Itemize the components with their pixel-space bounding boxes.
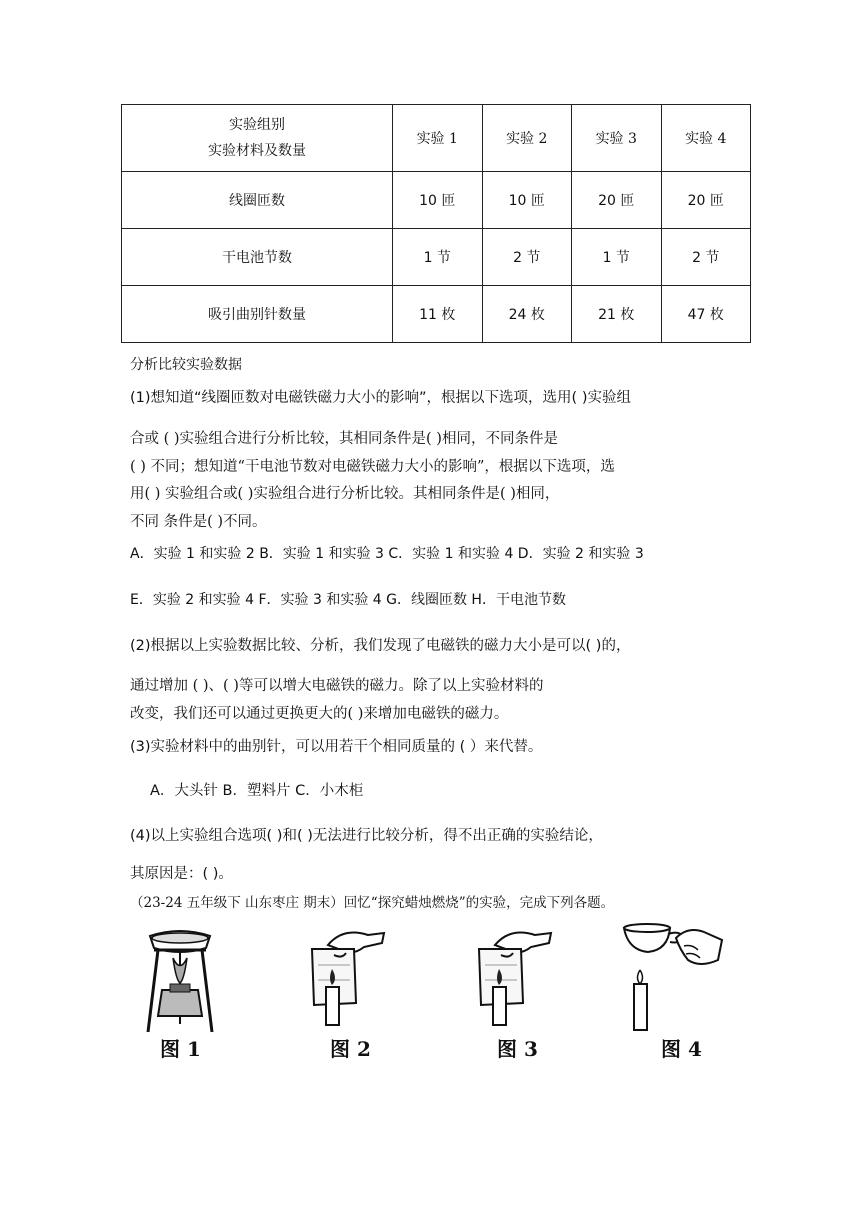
figure-3-label: 图 3: [497, 1037, 538, 1061]
header-col-4: 实验 4: [661, 105, 751, 172]
header-line-1: 实验组别: [229, 117, 285, 133]
q4-line-1: (4)以上实验组合选项( )和( )无法进行比较分析，得不出正确的实验结论，: [130, 828, 603, 844]
figure-2-label: 图 2: [330, 1037, 371, 1061]
table-cell: 11 枚: [393, 286, 483, 343]
options-line-1: A．实验 1 和实验 2 B．实验 1 和实验 3 C．实验 1 和实验 4 D．实验 2 和实验 3: [130, 546, 644, 562]
q2-line-1: (2)根据以上实验数据比较、分析，我们发现了电磁铁的磁力大小是可以( )的，: [130, 638, 631, 654]
table-cell: 10 匝: [482, 172, 572, 229]
analysis-title: 分析比较实验数据: [130, 357, 242, 373]
q3-options: A．大头针 B．塑料片 C．小木柜: [150, 783, 364, 799]
table-cell: 21 枚: [572, 286, 662, 343]
table-cell: 10 匝: [393, 172, 483, 229]
figure-2-candle-paper-illustration: [298, 925, 388, 1035]
q3-line-1: (3)实验材料中的曲别针，可以用若干个相同质量的 ( ）来代替。: [130, 739, 543, 755]
row-label: 干电池节数: [122, 229, 393, 286]
row-label: 线圈匝数: [122, 172, 393, 229]
options-line-2: E．实验 2 和实验 4 F．实验 3 和实验 4 G．线圈匝数 H．干电池节数: [130, 592, 566, 608]
table-cell: 1 节: [572, 229, 662, 286]
next-question-intro: （23-24 五年级下 山东枣庄 期末）回忆“探究蜡烛燃烧”的实验，完成下列各题。: [130, 895, 615, 911]
table-header-corner: [122, 105, 393, 172]
table-cell: 20 匝: [661, 172, 751, 229]
table-cell: 2 节: [661, 229, 751, 286]
row-label: 吸引曲别针数量: [122, 286, 393, 343]
table-cell: 2 节: [482, 229, 572, 286]
q4-line-2: 其原因是：( )。: [130, 866, 233, 882]
header-col-3: 实验 3: [572, 105, 662, 172]
header-col-1: 实验 1: [393, 105, 483, 172]
header-line-2: 实验材料及数量: [208, 143, 306, 159]
figure-1-label: 图 1: [160, 1037, 201, 1061]
table-header-row: [122, 105, 751, 172]
q2-line-3: 改变，我们还可以通过更换更大的( )来增加电磁铁的磁力。: [130, 706, 509, 722]
table-cell: 1 节: [393, 229, 483, 286]
table-row: [122, 229, 751, 286]
table-cell: 20 匝: [572, 172, 662, 229]
q1-line-3: ( ) 不同；想知道“干电池节数对电磁铁磁力大小的影响”，根据以下选项，选: [130, 459, 615, 475]
q1-line-5: 不同 条件是( )不同。: [130, 514, 267, 530]
figure-4-label: 图 4: [661, 1037, 702, 1061]
header-col-2: 实验 2: [482, 105, 572, 172]
table-cell: 24 枚: [482, 286, 572, 343]
q2-line-2: 通过增加 ( )、( )等可以增大电磁铁的磁力。除了以上实验材料的: [130, 678, 544, 694]
figure-4-candle-cup-illustration: [618, 920, 730, 1035]
figure-3-candle-paper-illustration: [465, 925, 555, 1035]
q1-line-2: 合或 ( )实验组合进行分析比较，其相同条件是( )相同，不同条件是: [130, 431, 558, 447]
experiment-table: [121, 104, 751, 343]
figure-1-tripod-illustration: [140, 928, 220, 1046]
q1-line-4: 用( ) 实验组合或( )实验组合进行分析比较。其相同条件是( )相同，: [130, 486, 560, 502]
table-row: [122, 172, 751, 229]
table-row: [122, 286, 751, 343]
table-cell: 47 枚: [661, 286, 751, 343]
q1-line-1: (1)想知道“线圈匝数对电磁铁磁力大小的影响”，根据以下选项，选用( )实验组: [130, 390, 631, 406]
